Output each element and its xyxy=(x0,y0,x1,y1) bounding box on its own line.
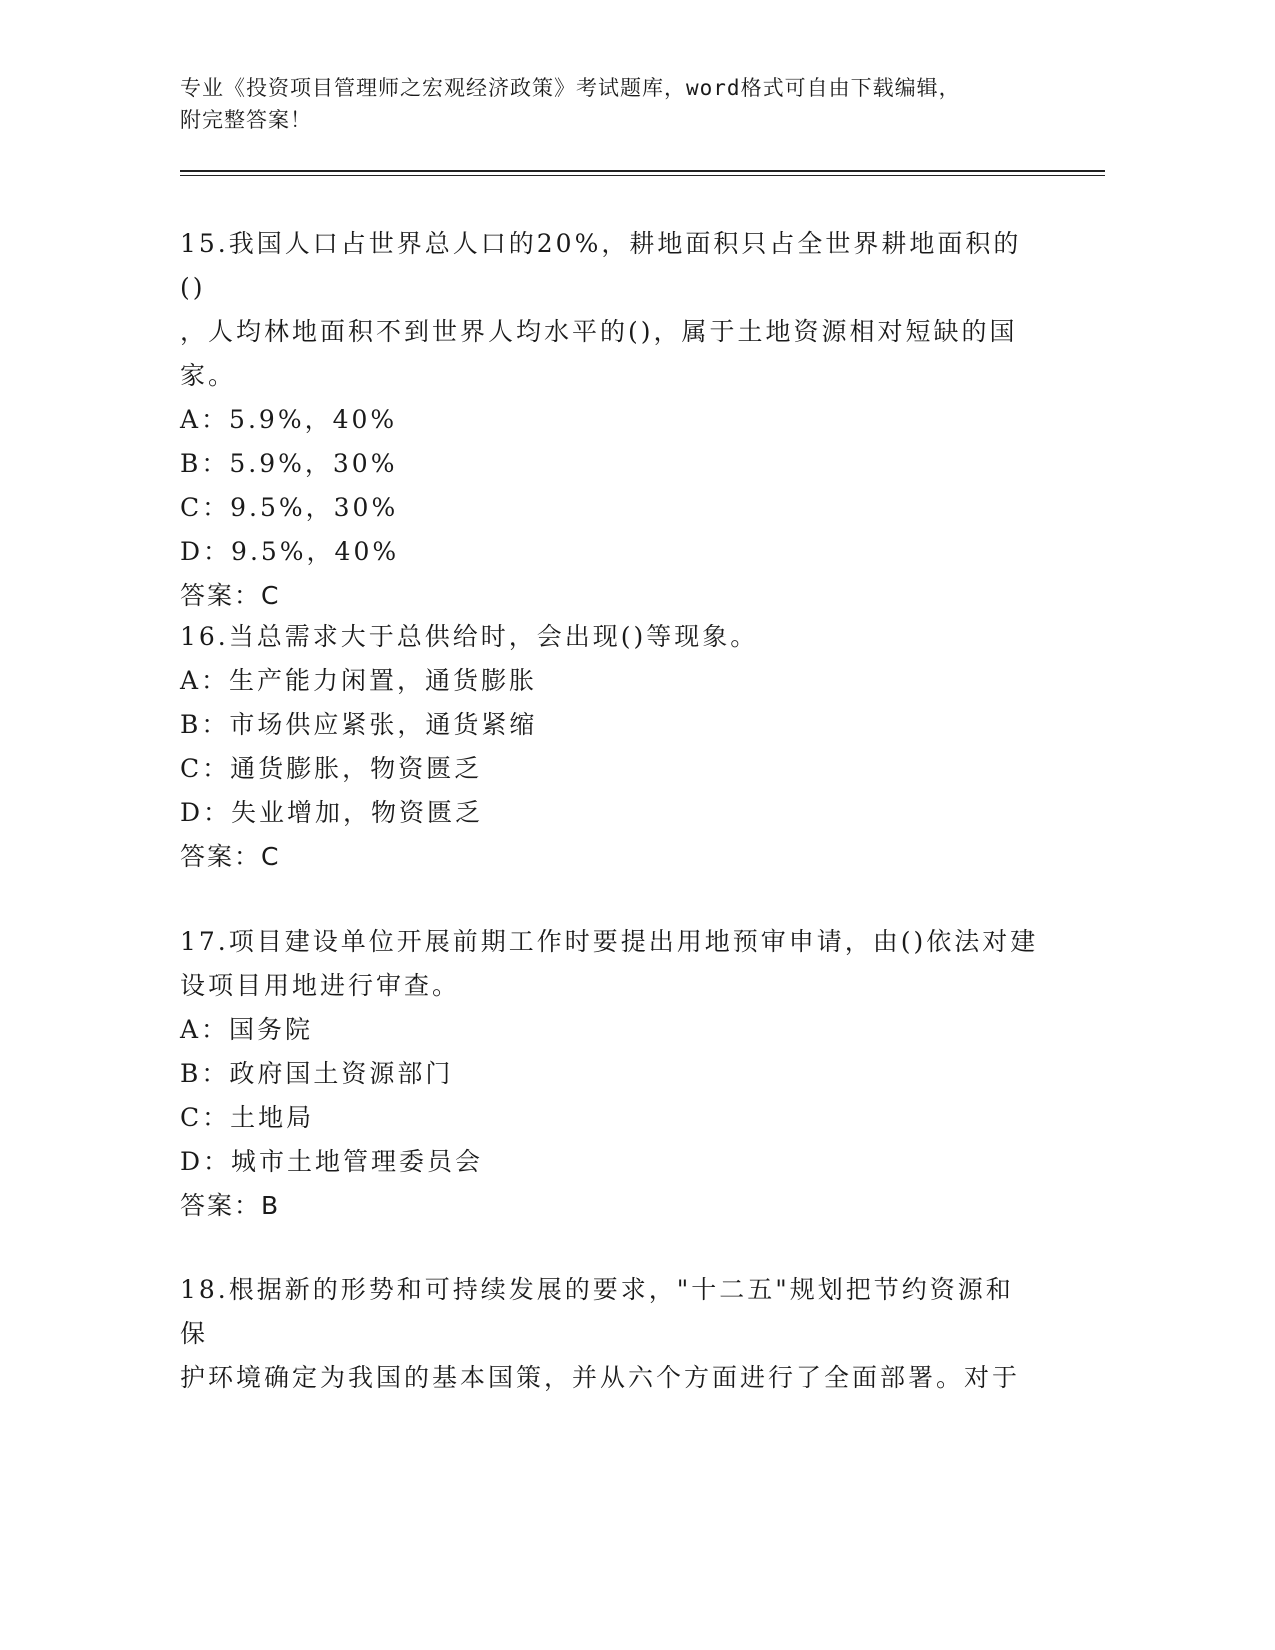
option-c: C：土地局 xyxy=(180,1103,315,1132)
question-stem-line: 15.我国人口占世界总人口的20%，耕地面积只占全世界耕地面积的() xyxy=(180,229,1022,302)
header-line-1: 专业《投资项目管理师之宏观经济政策》考试题库，word格式可自由下载编辑， xyxy=(180,76,961,100)
question-stem-line: ，人均林地面积不到世界人均水平的()，属于土地资源相对短缺的国 xyxy=(180,317,1018,346)
option-d: D：9.5%，40% xyxy=(180,537,400,566)
question-stem-line: 17.项目建设单位开展前期工作时要提出用地预审申请，由()依法对建 xyxy=(180,927,1039,956)
question-stem-line: 18.根据新的形势和可持续发展的要求，"十二五"规划把节约资源和保 xyxy=(180,1275,1014,1348)
option-b: B：5.9%，30% xyxy=(180,449,398,478)
question-stem-line: 家。 xyxy=(180,361,237,390)
option-a: A：5.9%，40% xyxy=(180,405,398,434)
header-divider-thin xyxy=(180,175,1105,176)
option-a: A：国务院 xyxy=(180,1015,314,1044)
answer: 答案：C xyxy=(180,842,281,871)
answer: 答案：B xyxy=(180,1191,281,1220)
option-c: C：9.5%，30% xyxy=(180,493,399,522)
question-15 xyxy=(180,222,1040,618)
question-stem-line: 护环境确定为我国的基本国策，并从六个方面进行了全面部署。对于 xyxy=(180,1363,1021,1392)
document-header xyxy=(180,72,1080,136)
question-stem-line: 16.当总需求大于总供给时，会出现()等现象。 xyxy=(180,622,759,651)
option-b: B：政府国土资源部门 xyxy=(180,1059,454,1088)
option-c: C：通货膨胀，物资匮乏 xyxy=(180,754,483,783)
option-d: D：城市土地管理委员会 xyxy=(180,1147,484,1176)
question-stem-line: 设项目用地进行审查。 xyxy=(180,971,461,1000)
question-17 xyxy=(180,920,1040,1228)
option-b: B：市场供应紧张，通货紧缩 xyxy=(180,710,538,739)
option-a: A：生产能力闲置，通货膨胀 xyxy=(180,666,538,695)
header-divider-thick xyxy=(180,170,1105,172)
question-16 xyxy=(180,615,1040,879)
option-d: D：失业增加，物资匮乏 xyxy=(180,798,484,827)
header-line-2: 附完整答案！ xyxy=(180,108,312,132)
answer: 答案：C xyxy=(180,581,281,610)
question-18 xyxy=(180,1268,1040,1400)
